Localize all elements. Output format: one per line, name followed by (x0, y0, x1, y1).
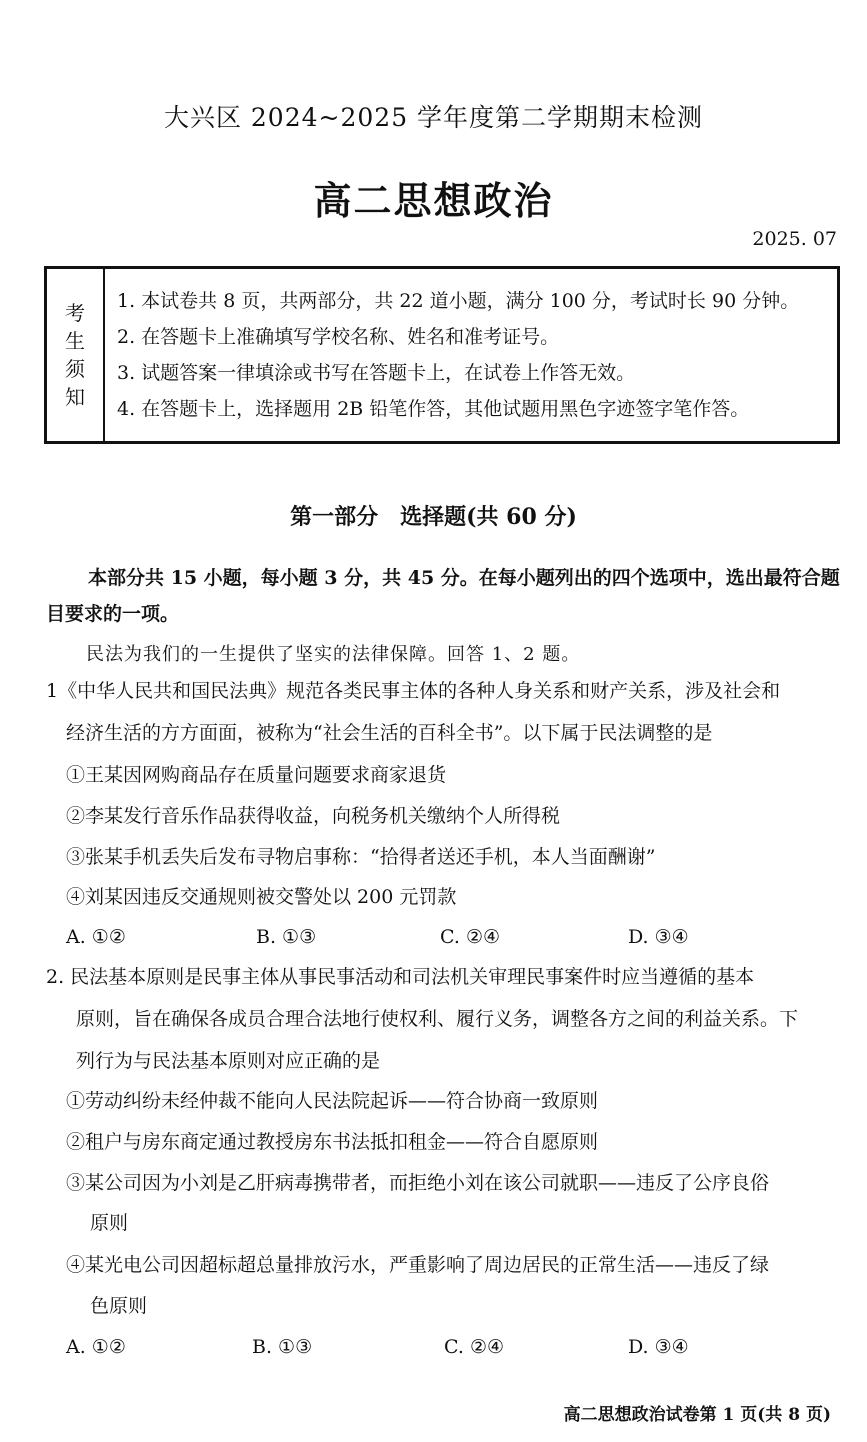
q1-item: ①王某因网购商品存在质量问题要求商家退货 (66, 764, 447, 786)
notice-item: 4. 在答题卡上，选择题用 2B 铅笔作答，其他试题用黑色字迹签字笔作答。 (117, 398, 750, 420)
notice-item: 2. 在答题卡上准确填写学校名称、姓名和准考证号。 (117, 326, 560, 348)
page-footer: 高二思想政治试卷第 1 页(共 8 页) (563, 1405, 831, 1425)
q2-option-d[interactable]: D. ③④ (628, 1336, 689, 1358)
q2-stem-line: 2. 民法基本原则是民事主体从事民事活动和司法机关审理民事案件时应当遵循的基本 (46, 966, 755, 988)
q1-option-d[interactable]: D. ③④ (628, 926, 689, 948)
q1-stem-line: 1《中华人民共和国民法典》规范各类民事主体的各种人身关系和财产关系，涉及社会和 (46, 680, 781, 702)
q2-item: ②租户与房东商定通过教授房东书法抵扣租金——符合自愿原则 (66, 1131, 599, 1153)
q2-item-continued: 原则 (90, 1212, 129, 1234)
q1-option-c[interactable]: C. ②④ (440, 926, 501, 948)
q1-item: ②李某发行音乐作品获得收益，向税务机关缴纳个人所得税 (66, 805, 561, 827)
question-context: 民法为我们的一生提供了坚实的法律保障。回答 1、2 题。 (86, 644, 581, 665)
notice-item: 1. 本试卷共 8 页，共两部分，共 22 道小题，满分 100 分，考试时长 90 分钟。 (117, 290, 800, 312)
exam-date: 2025. 07 (752, 228, 837, 250)
notice-label (47, 269, 105, 441)
notice-box (44, 266, 840, 444)
notice-label-char: 知 (65, 385, 85, 409)
notice-label-char: 考 (65, 301, 85, 325)
q1-option-a[interactable]: A. ①② (66, 926, 126, 948)
q2-item: ①劳动纠纷未经仲裁不能向人民法院起诉——符合协商一致原则 (66, 1090, 599, 1112)
notice-items (117, 283, 829, 427)
q1-option-b[interactable]: B. ①③ (256, 926, 317, 948)
q1-item: ④刘某因违反交通规则被交警处以 200 元罚款 (66, 886, 457, 908)
q1-item: ③张某手机丢失后发布寻物启事称：“拾得者送还手机，本人当面酬谢” (66, 846, 656, 868)
q2-item: ④某光电公司因超标超总量排放污水，严重影响了周边居民的正常生活——违反了绿 (66, 1254, 770, 1276)
q2-item: ③某公司因为小刘是乙肝病毒携带者，而拒绝小刘在该公司就职——违反了公序良俗 (66, 1172, 770, 1194)
q2-item-continued: 色原则 (90, 1295, 148, 1317)
q2-stem-line: 列行为与民法基本原则对应正确的是 (76, 1050, 381, 1072)
q2-option-a[interactable]: A. ①② (66, 1336, 126, 1358)
notice-label-char: 须 (65, 357, 85, 381)
notice-item: 3. 试题答案一律填涂或书写在答题卡上，在试卷上作答无效。 (117, 362, 636, 384)
q1-stem-line: 经济生活的方方面面，被称为“社会生活的百科全书”。以下属于民法调整的是 (66, 722, 713, 744)
subject-title: 高二思想政治 (313, 178, 554, 223)
exam-title: 大兴区 2024~2025 学年度第二学期期末检测 (163, 103, 704, 132)
notice-label-char: 生 (65, 329, 85, 353)
q2-option-b[interactable]: B. ①③ (252, 1336, 313, 1358)
section-intro: 本部分共 15 小题，每小题 3 分，共 45 分。在每小题列出的四个选项中，选出最符合题目要求的一项。 (46, 567, 840, 625)
q2-stem-line: 原则，旨在确保各成员合理合法地行使权利、履行义务，调整各方之间的利益关系。下 (76, 1008, 799, 1030)
section-title: 第一部分 选择题(共 60 分) (290, 504, 577, 530)
q2-option-c[interactable]: C. ②④ (444, 1336, 505, 1358)
